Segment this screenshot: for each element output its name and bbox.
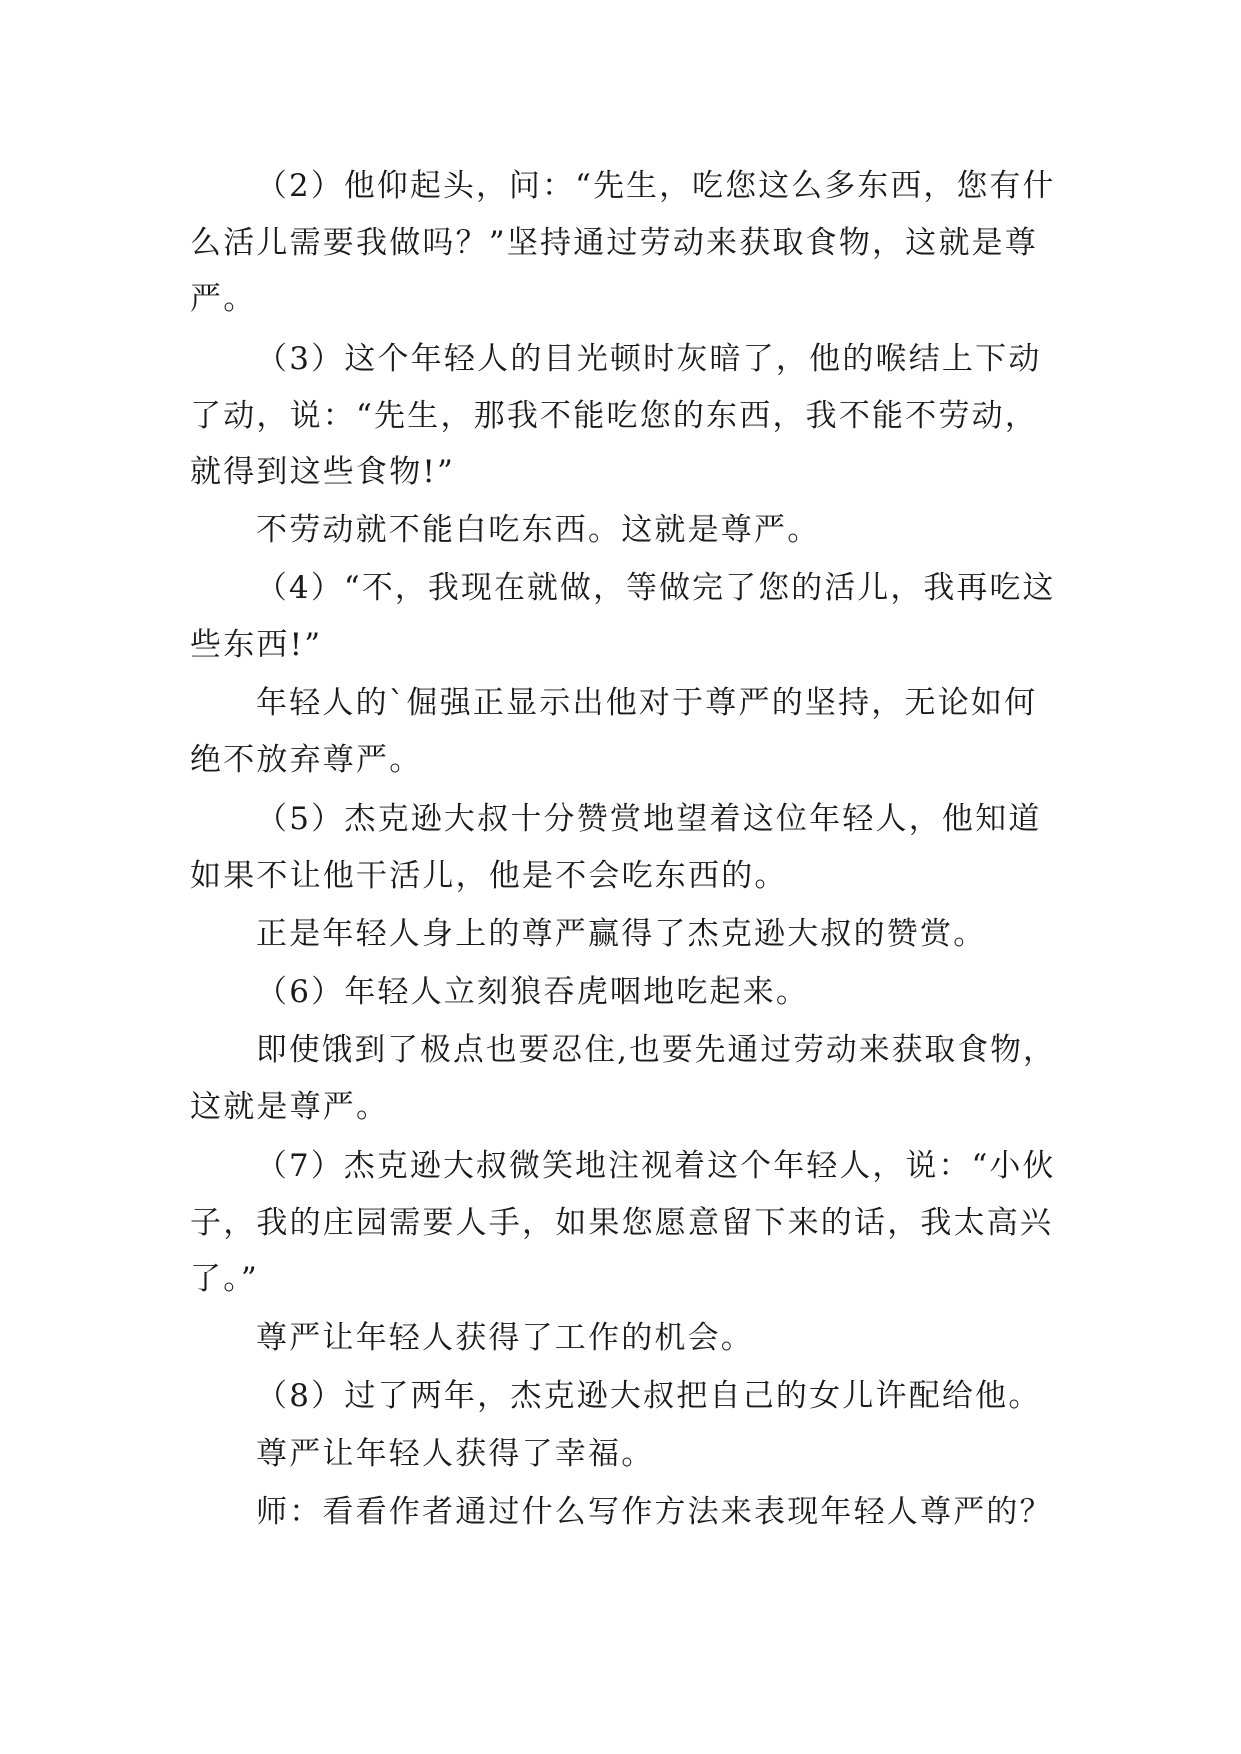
text-line: 尊严让年轻人获得了工作的机会。 xyxy=(256,1320,754,1356)
text-line: 子，我的庄园需要人手，如果您愿意留下来的话，我太高兴 xyxy=(190,1205,1054,1241)
text-line: （3）这个年轻人的目光顿时灰暗了，他的喉结上下动 xyxy=(256,341,1042,377)
text-line: 绝不放弃尊严。 xyxy=(190,742,423,778)
text-line: （5）杰克逊大叔十分赞赏地望着这位年轻人，他知道 xyxy=(256,801,1042,837)
text-line: （8）过了两年，杰克逊大叔把自己的女儿许配给他。 xyxy=(256,1378,1042,1414)
text-line: 严。 xyxy=(190,281,257,317)
text-line: 么活儿需要我做吗？”坚持通过劳动来获取食物，这就是尊 xyxy=(190,225,1039,261)
text-line: （7）杰克逊大叔微笑地注视着这个年轻人，说：“小伙 xyxy=(256,1148,1056,1184)
text-line: 尊严让年轻人获得了幸福。 xyxy=(256,1436,655,1472)
text-line: 就得到这些食物!” xyxy=(190,454,456,490)
text-line: 了动，说：“先生，那我不能吃您的东西，我不能不劳动， xyxy=(190,398,1039,434)
text-line: 如果不让他干活儿，他是不会吃东西的。 xyxy=(190,858,788,894)
text-line: 即使饿到了极点也要忍住,也要先通过劳动来获取食物， xyxy=(256,1032,1056,1068)
text-line: 正是年轻人身上的尊严赢得了杰克逊大叔的赞赏。 xyxy=(256,916,987,952)
text-line: 些东西!” xyxy=(190,627,323,663)
text-line: 年轻人的`倔强正显示出他对于尊严的坚持，无论如何 xyxy=(256,685,1038,721)
text-line: 这就是尊严。 xyxy=(190,1089,390,1125)
text-line: 师：看看作者通过什么写作方法来表现年轻人尊严的？ xyxy=(256,1494,1053,1530)
text-line: 不劳动就不能白吃东西。这就是尊严。 xyxy=(256,512,821,548)
text-line: （4）“不，我现在就做，等做完了您的活儿，我再吃这 xyxy=(256,570,1056,606)
text-line: （2）他仰起头，问：“先生，吃您这么多东西，您有什 xyxy=(256,168,1056,204)
text-line: 了。” xyxy=(190,1261,259,1297)
text-line: （6）年轻人立刻狼吞虎咽地吃起来。 xyxy=(256,974,810,1010)
